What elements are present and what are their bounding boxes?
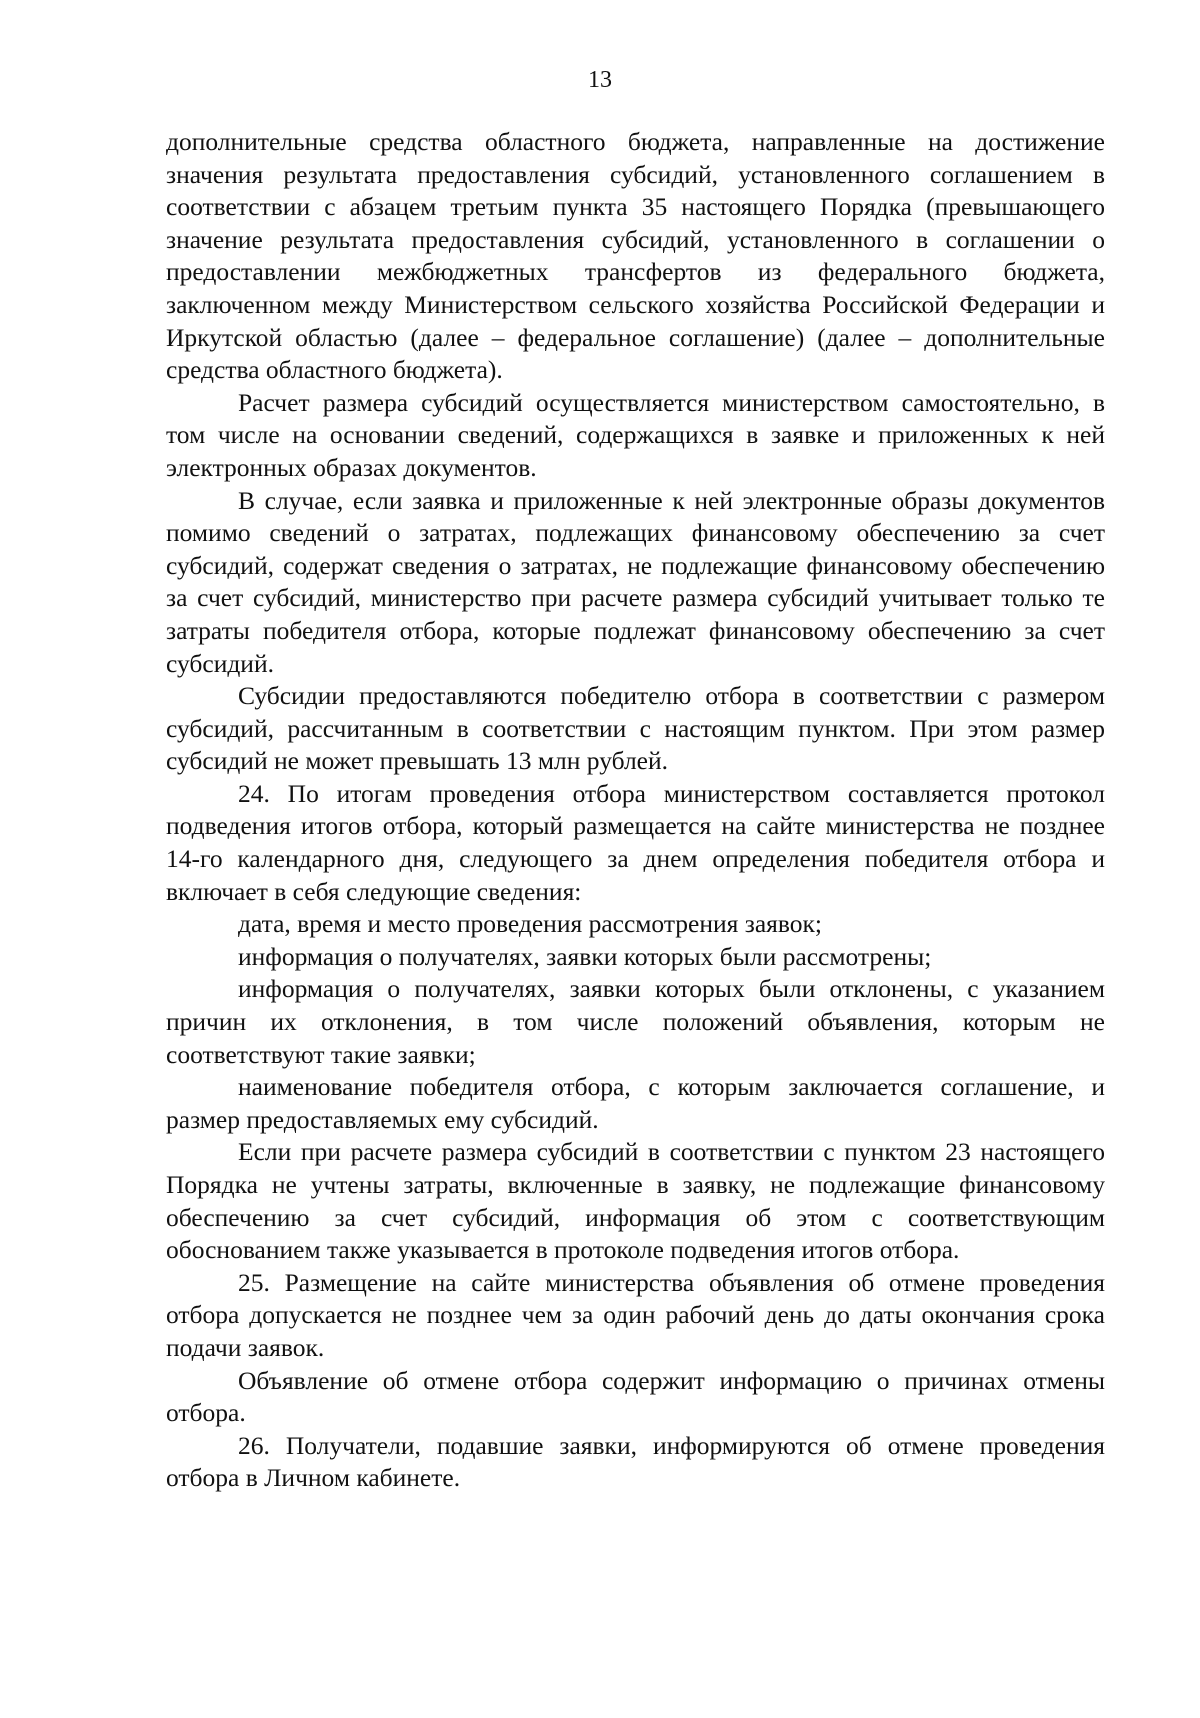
paragraph-application-costs: В случае, если заявка и приложенные к ней электронные образы документов помимо сведений о затратах, подлежащих финансовому обеспечению за счет субсидий, содержат сведения о затратах, не подлежащие финансовому обеспечению за счет субсидий, министерство при расчете размера субсидий учитывает только те затраты победителя отбора, которые подлежат финансовому обеспечению за счет субсидий. xyxy=(166,485,1105,678)
paragraph-subsidy-calculation: Расчет размера субсидий осуществляется министерством самостоятельно, в том числе на основании сведений, содержащихся в заявке и приложенных к ней электронных образах документов. xyxy=(166,387,1105,482)
paragraph-cancellation-notice: Объявление об отмене отбора содержит информацию о причинах отмены отбора. xyxy=(166,1365,1105,1428)
paragraph-item-25: 25. Размещение на сайте министерства объявления об отмене проведения отбора допускается не позднее чем за один рабочий день до даты окончания срока подачи заявок. xyxy=(166,1267,1105,1362)
paragraph-item-26: 26. Получатели, подавшие заявки, информируются об отмене проведения отбора в Личном кабинете. xyxy=(166,1430,1105,1493)
document-body xyxy=(166,126,1105,1495)
paragraph-subsidy-limit: Субсидии предоставляются победителю отбора в соответствии с размером субсидий, рассчитанным в соответствии с настоящим пунктом. При этом размер субсидий не может превышать 13 млн рублей. xyxy=(166,681,1105,776)
list-item-winner: наименование победителя отбора, с которым заключается соглашение, и размер предоставляемых ему субсидий. xyxy=(166,1072,1105,1134)
list-item-considered-applications: информация о получателях, заявки которых были рассмотрены; xyxy=(238,941,932,971)
paragraph-unaccounted-costs: Если при расчете размера субсидий в соответствии с пунктом 23 настоящего Порядка не учтены затраты, включенные в заявку, не подлежащие финансовому обеспечению за счет субсидий, информация об этом с соответствующим обоснованием также указывается в протоколе подведения итогов отбора. xyxy=(166,1137,1105,1265)
list-item-date-time-place: дата, время и место проведения рассмотрения заявок; xyxy=(238,909,822,939)
paragraph-continuation: дополнительные средства областного бюджета, направленные на достижение значения результата предоставления субсидий, установленного соглашением в соответствии с абзацем третьим пункта 35 настоящего Порядка (превышающего значение результата предоставления субсидий, установленного в соглашении о предоставлении межбюджетных трансфертов из федерального бюджета, заключенном между Министерством сельского хозяйства Российской Федерации и Иркутской областью (далее – федеральное соглашение) (далее – дополнительные средства областного бюджета). xyxy=(166,127,1105,385)
page-number: 13 xyxy=(588,67,612,93)
list-item-rejected-applications: информация о получателях, заявки которых были отклонены, с указанием причин их отклонения, в том числе положений объявления, которым не соответствуют такие заявки; xyxy=(166,974,1105,1069)
paragraph-item-24: 24. По итогам проведения отбора министерством составляется протокол подведения итогов отбора, который размещается на сайте министерства не позднее 14-го календарного дня, следующего за днем определения победителя отбора и включает в себя следующие сведения: xyxy=(166,778,1105,906)
